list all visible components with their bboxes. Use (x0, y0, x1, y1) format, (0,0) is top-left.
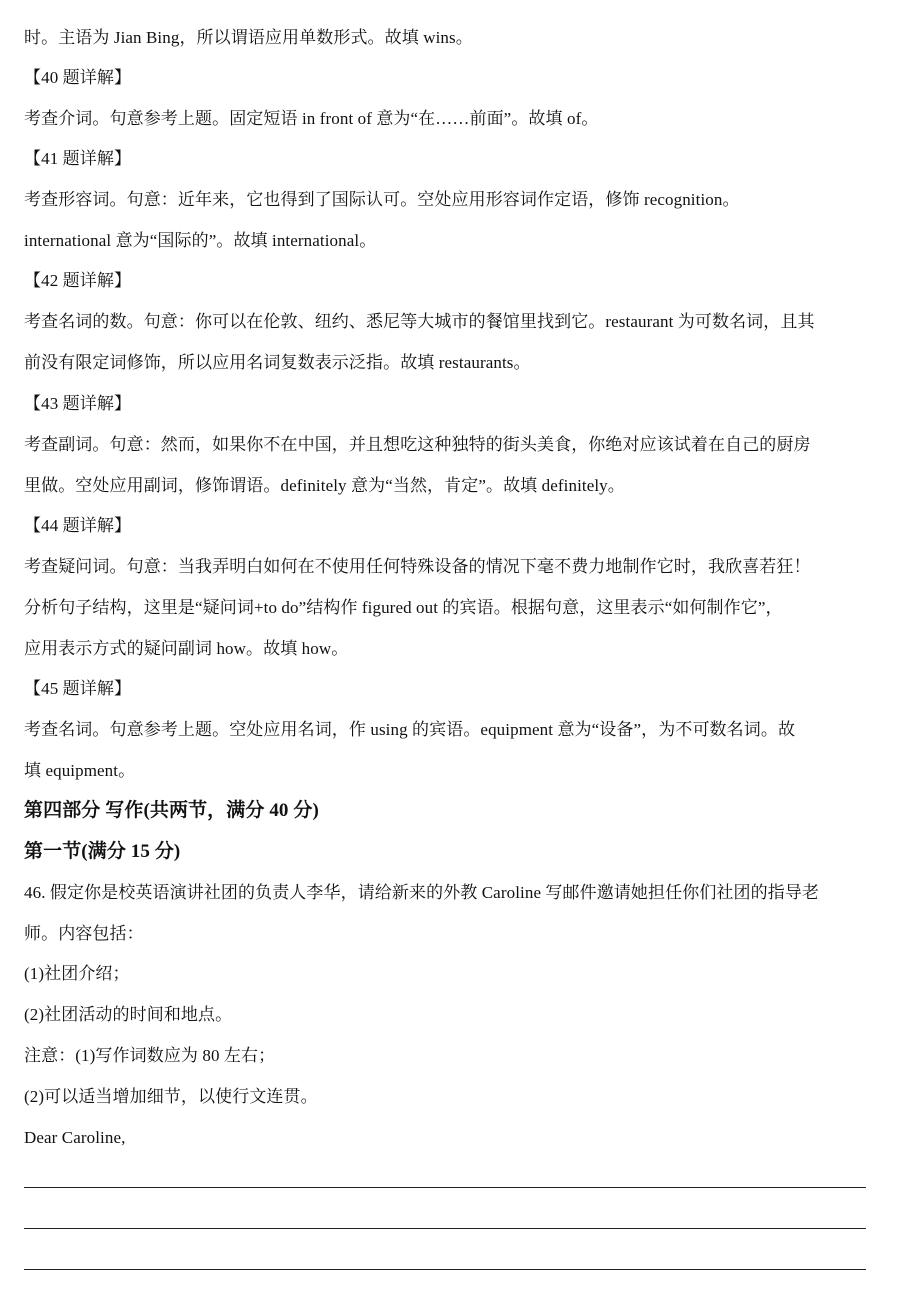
task-prompt-line: 师。内容包括： (24, 924, 144, 943)
question-41-header: 【41 题详解】 (24, 149, 132, 168)
text-line: 考查疑问词。句意：当我弄明白如何在不使用任何特殊设备的情况下毫不费力地制作它时，我欣喜若狂！ (24, 557, 811, 576)
text-line: international 意为“国际的”。故填 international。 (24, 231, 377, 250)
question-43-header: 【43 题详解】 (24, 394, 132, 413)
text-line: 里做。空处应用副词，修饰谓语。definitely 意为“当然，肯定”。故填 definitely。 (24, 476, 625, 495)
note-item: (2)可以适当增加细节，以使行文连贯。 (24, 1087, 318, 1106)
answer-blank-line[interactable] (24, 1228, 866, 1229)
subsection-heading: 第一节(满分 15 分) (24, 841, 181, 862)
answer-blank-line[interactable] (24, 1269, 866, 1270)
task-prompt-line: 46. 假定你是校英语演讲社团的负责人李华，请给新来的外教 Caroline 写邮件邀请她担任你们社团的指导老 (24, 883, 820, 902)
text-line: 考查介词。句意参考上题。固定短语 in front of 意为“在……前面”。故填 of。 (24, 109, 599, 128)
text-line: 考查名词。句意参考上题。空处应用名词，作 using 的宾语。equipment 意为“设备”，为不可数名词。故 (24, 720, 796, 739)
text-line: 考查名词的数。句意：你可以在伦敦、纽约、悉尼等大城市的餐馆里找到它。restaurant 为可数名词，且其 (24, 312, 815, 331)
question-44-header: 【44 题详解】 (24, 516, 132, 535)
question-42-header: 【42 题详解】 (24, 271, 132, 290)
text-line: 填 equipment。 (24, 761, 136, 780)
text-line: 分析句子结构，这里是“疑问词+to do”结构作 figured out 的宾语。根据句意，这里表示“如何制作它”， (24, 598, 783, 617)
section-heading: 第四部分 写作(共两节，满分 40 分) (24, 800, 319, 821)
requirement-item: (1)社团介绍； (24, 964, 130, 983)
text-line: 考查副词。句意：然而，如果你不在中国，并且想吃这种独特的街头美食，你绝对应该试着在自己的厨房 (24, 435, 811, 454)
text-line: 前没有限定词修饰，所以应用名词复数表示泛指。故填 restaurants。 (24, 353, 531, 372)
question-40-header: 【40 题详解】 (24, 68, 132, 87)
note-item: 注意：(1)写作词数应为 80 左右； (24, 1046, 276, 1065)
question-45-header: 【45 题详解】 (24, 679, 132, 698)
requirement-item: (2)社团活动的时间和地点。 (24, 1005, 233, 1024)
answer-blank-line[interactable] (24, 1187, 866, 1188)
text-line: 时。主语为 Jian Bing，所以谓语应用单数形式。故填 wins。 (24, 28, 473, 47)
text-line: 考查形容词。句意：近年来，它也得到了国际认可。空处应用形容词作定语，修饰 recognition。 (24, 190, 740, 209)
letter-salutation: Dear Caroline, (24, 1128, 126, 1147)
text-line: 应用表示方式的疑问副词 how。故填 how。 (24, 639, 349, 658)
